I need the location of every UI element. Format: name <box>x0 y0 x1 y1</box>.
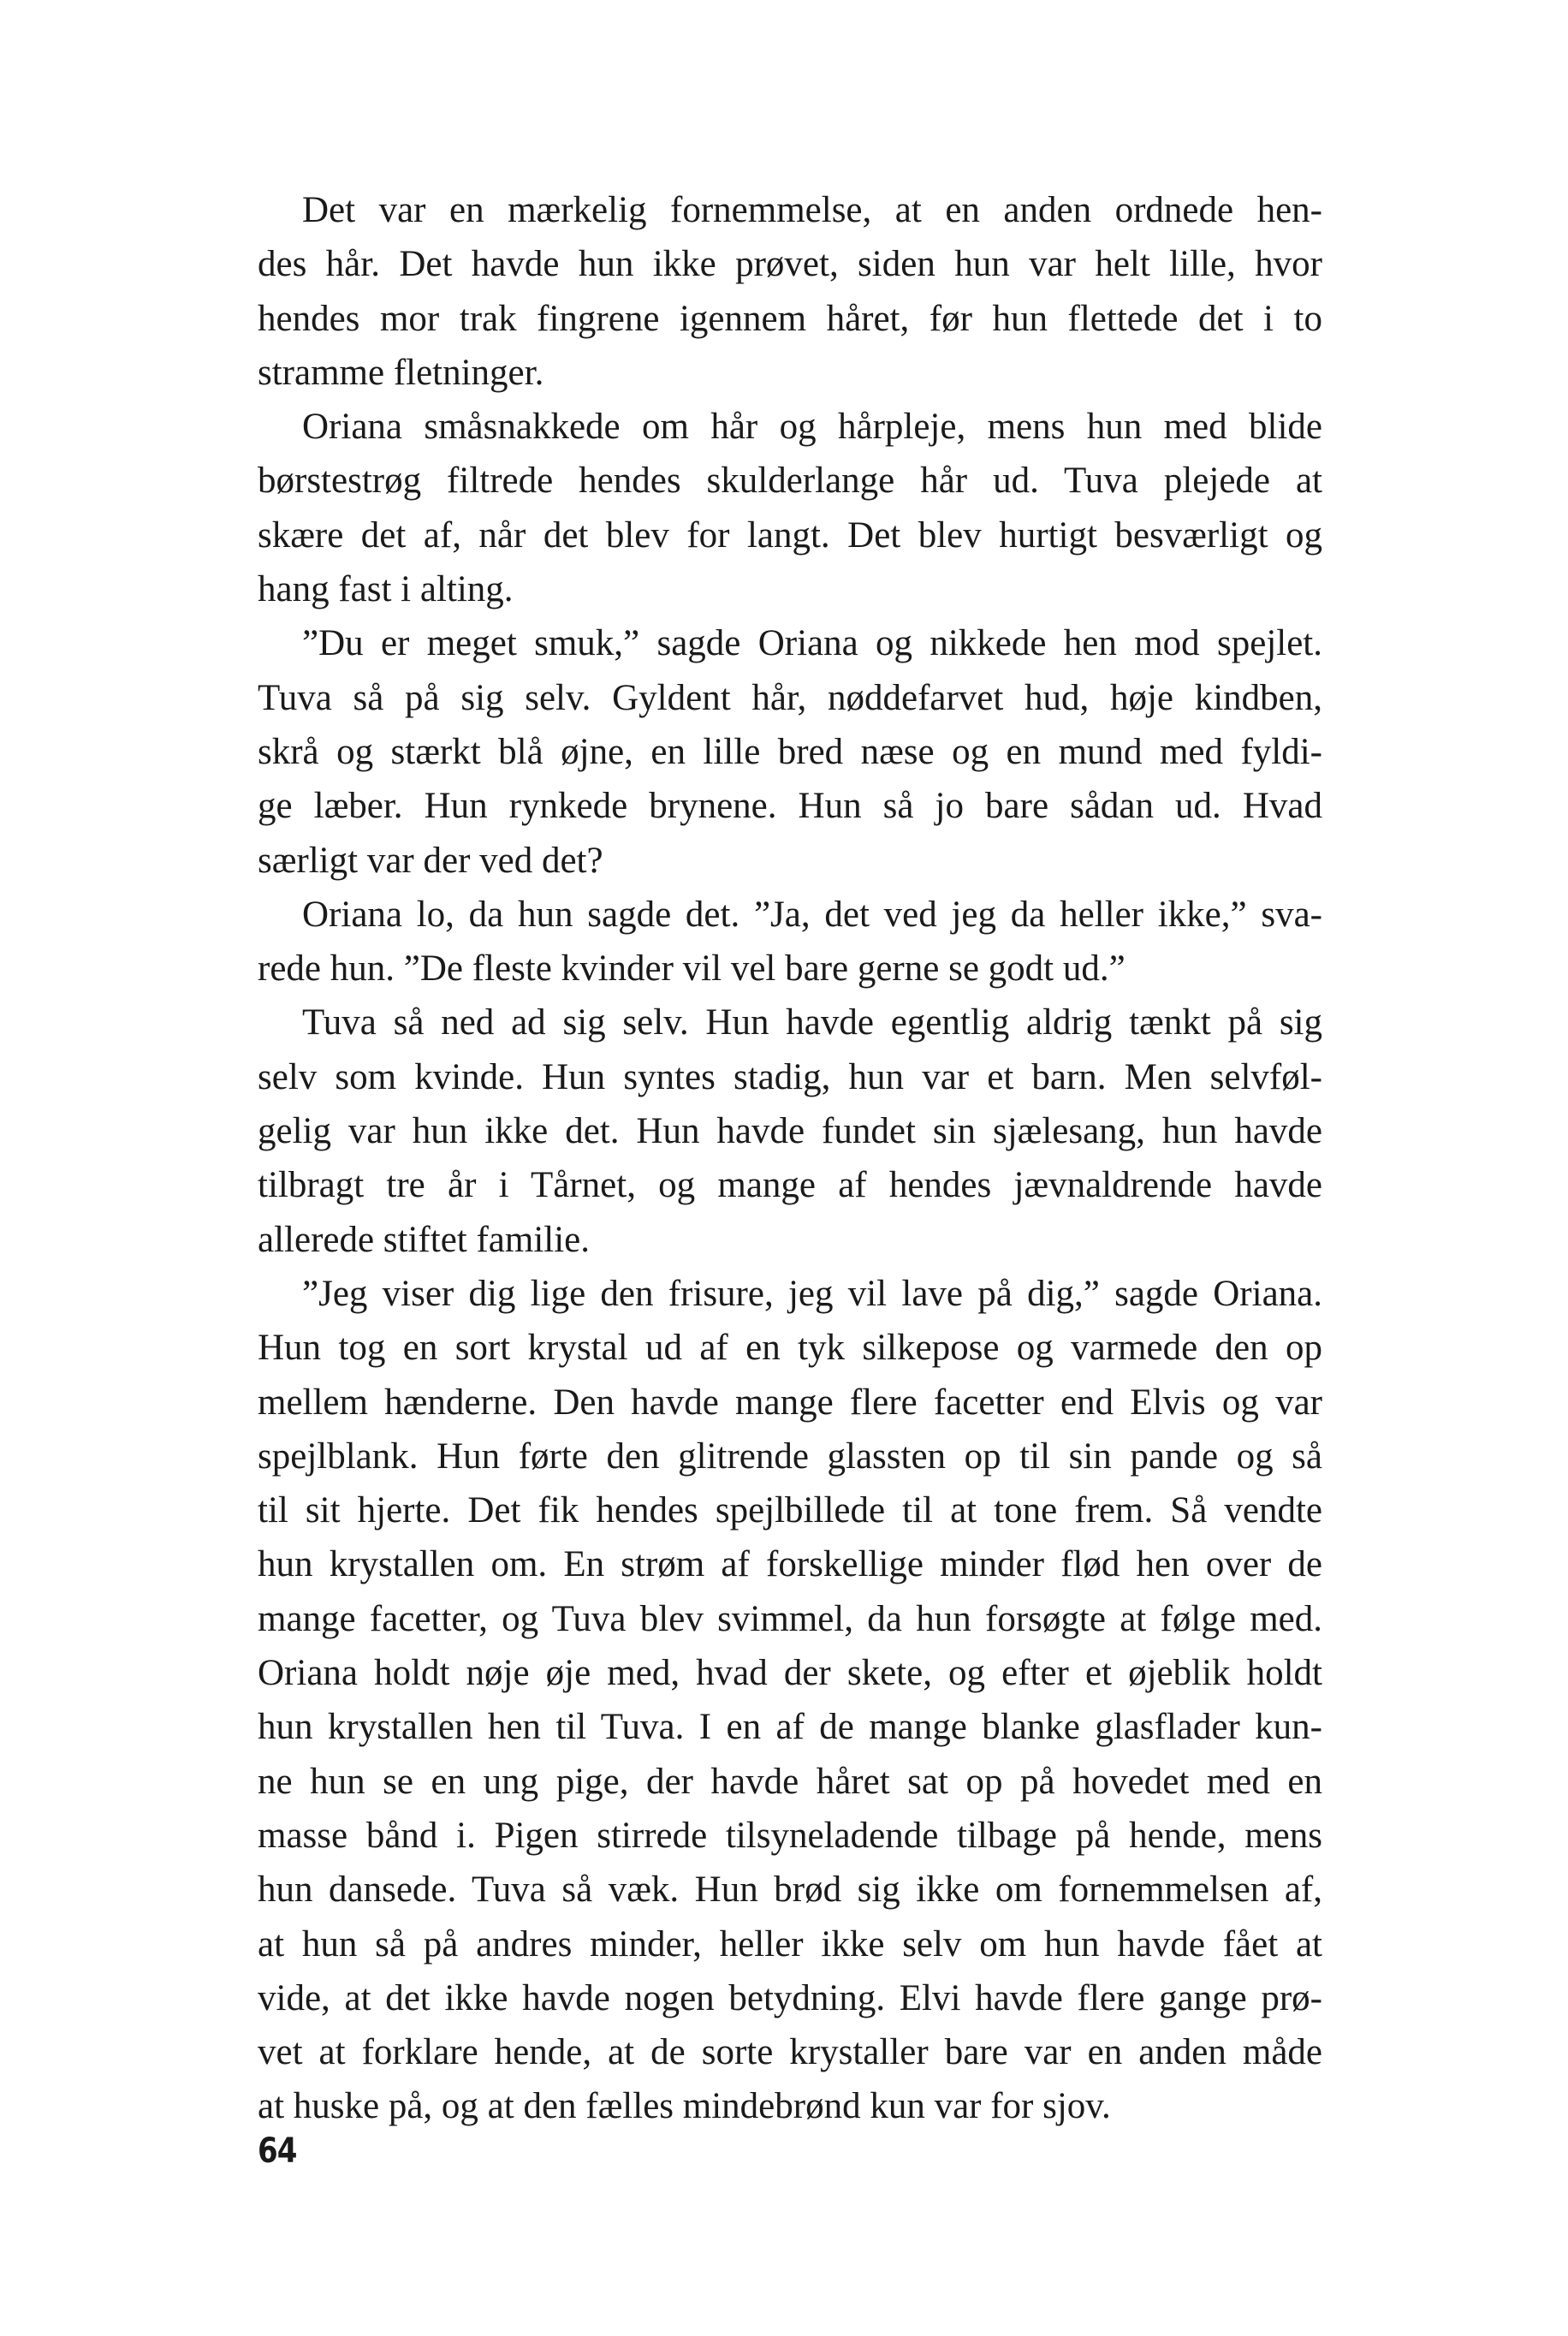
text-line: spejlblank. Hun førte den glitrende glassten op til sin pande og så <box>258 1435 1322 1477</box>
text-line: ne hun se en ung pige, der havde håret sat op på hovedet med en <box>258 1761 1322 1802</box>
text-line: tilbragt tre år i Tårnet, og mange af hendes jævnaldrende havde <box>258 1165 1322 1206</box>
body-text <box>258 183 1322 2134</box>
text-line: mange facetter, og Tuva blev svimmel, da hun forsøgte at følge med. <box>258 1598 1322 1639</box>
text-line: hun krystallen om. En strøm af forskellige minder flød hen over de <box>258 1544 1322 1585</box>
text-line: hun dansede. Tuva så væk. Hun brød sig ikke om fornemmelsen af, <box>258 1869 1322 1911</box>
text-line: Oriana holdt nøje øje med, hvad der skete, og efter et øjeblik holdt <box>258 1653 1322 1694</box>
text-line: hang fast i alting. <box>258 569 514 610</box>
text-line: vet at forklare hende, at de sorte krystaller bare var en anden måde <box>258 2032 1322 2073</box>
text-line: til sit hjerte. Det fik hendes spejlbillede til at tone frem. Så vendte <box>258 1490 1322 1531</box>
text-line: skære det af, når det blev for langt. Det blev hurtigt besværligt og <box>258 514 1322 556</box>
text-line: vide, at det ikke havde nogen betydning. Elvi havde flere gange prø- <box>258 1977 1322 2018</box>
text-line: ”Du er meget smuk,” sagde Oriana og nikkede hen mod spejlet. <box>302 623 1322 664</box>
text-line: Oriana lo, da hun sagde det. ”Ja, det ved jeg da heller ikke,” sva- <box>302 894 1322 935</box>
text-line: hendes mor trak fingrene igennem håret, før hun flettede det i to <box>258 298 1322 339</box>
text-line: stramme fletninger. <box>258 352 544 393</box>
text-line: skrå og stærkt blå øjne, en lille bred næse og en mund med fyldi- <box>258 731 1322 772</box>
text-line: at hun så på andres minder, heller ikke selv om hun havde fået at <box>258 1923 1322 1964</box>
text-line: ge læber. Hun rynkede brynene. Hun så jo bare sådan ud. Hvad <box>258 786 1322 827</box>
text-line: selv som kvinde. Hun syntes stadig, hun var et barn. Men selvføl- <box>258 1056 1322 1097</box>
text-line: børstestrøg filtrede hendes skulderlange hår ud. Tuva plejede at <box>258 461 1322 502</box>
text-line: hun krystallen hen til Tuva. I en af de mange blanke glasflader kun- <box>258 1707 1322 1748</box>
text-line: mellem hænderne. Den havde mange flere facetter end Elvis og var <box>258 1382 1322 1423</box>
text-line: Det var en mærkelig fornemmelse, at en anden ordnede hen- <box>302 190 1322 230</box>
text-line: ”Jeg viser dig lige den frisure, jeg vil lave på dig,” sagde Oriana. <box>302 1273 1322 1314</box>
text-line: at huske på, og at den fælles mindebrønd kun var for sjov. <box>258 2086 1111 2127</box>
text-line: des hår. Det havde hun ikke prøvet, siden hun var helt lille, hvor <box>258 244 1322 285</box>
text-line: masse bånd i. Pigen stirrede tilsyneladende tilbage på hende, mens <box>258 1815 1322 1856</box>
text-line: Oriana småsnakkede om hår og hårpleje, mens hun med blide <box>302 407 1322 448</box>
text-line: gelig var hun ikke det. Hun havde fundet sin sjælesang, hun havde <box>258 1111 1322 1152</box>
text-line: særligt var der ved det? <box>258 840 603 881</box>
text-line: rede hun. ”De fleste kvinder vil vel bare gerne se godt ud.” <box>258 948 1126 990</box>
text-line: Tuva så ned ad sig selv. Hun havde egentlig aldrig tænkt på sig <box>302 1002 1322 1043</box>
text-line: allerede stiftet familie. <box>258 1219 591 1260</box>
text-line: Tuva så på sig selv. Gyldent hår, nøddefarvet hud, høje kindben, <box>258 677 1322 718</box>
text-line: Hun tog en sort krystal ud af en tyk silkepose og varmede den op <box>258 1328 1322 1369</box>
page-number: 64 <box>258 2131 297 2171</box>
